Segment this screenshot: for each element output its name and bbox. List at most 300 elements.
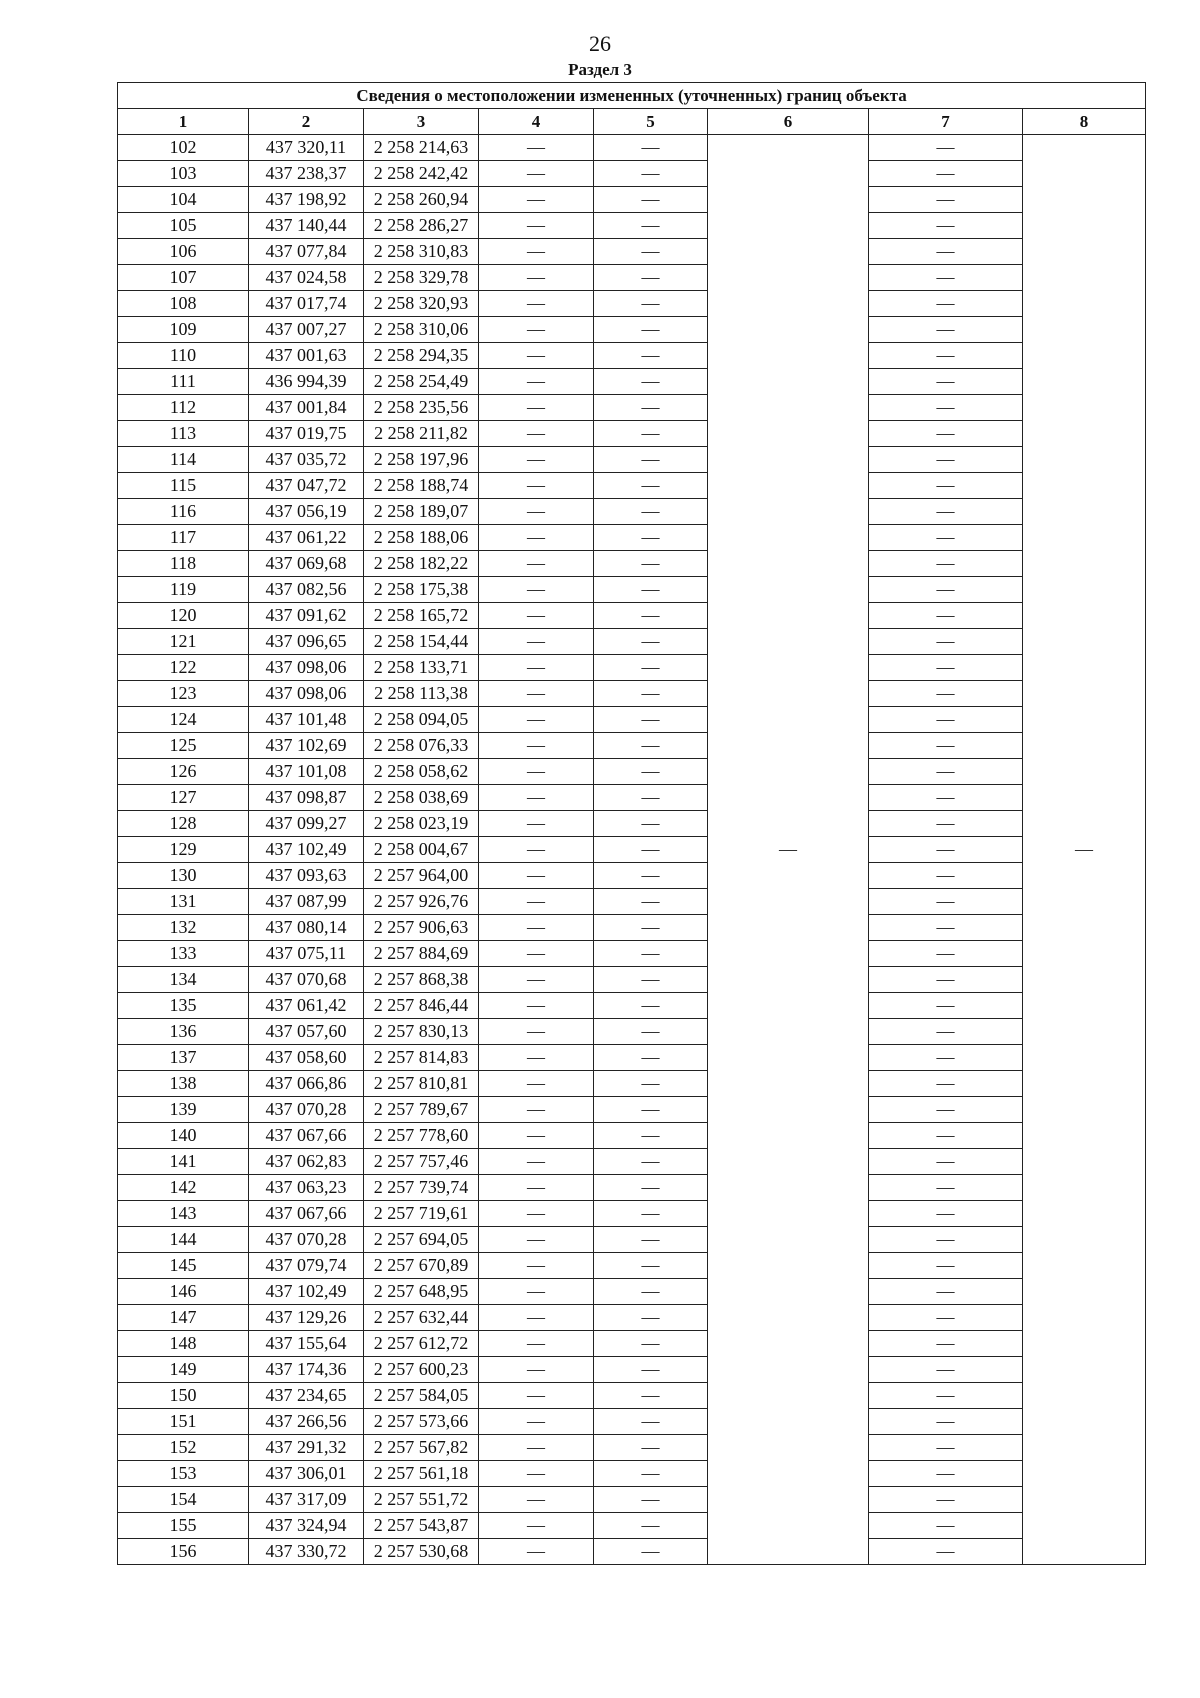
x-coordinate-cell: 437 035,72 (249, 447, 364, 473)
column-header: 6 (708, 109, 869, 135)
column-4-cell: — (479, 967, 594, 993)
point-number-cell: 151 (118, 1409, 249, 1435)
column-4-cell: — (479, 1357, 594, 1383)
point-number-cell: 114 (118, 447, 249, 473)
x-coordinate-cell: 437 198,92 (249, 187, 364, 213)
column-4-cell: — (479, 1461, 594, 1487)
column-4-cell: — (479, 1331, 594, 1357)
point-number-cell: 155 (118, 1513, 249, 1539)
point-number-cell: 150 (118, 1383, 249, 1409)
x-coordinate-cell: 437 102,49 (249, 1279, 364, 1305)
column-8-merged-cell: — (1023, 135, 1146, 1565)
column-4-cell: — (479, 291, 594, 317)
column-7-cell: — (869, 1513, 1023, 1539)
column-7-cell: — (869, 499, 1023, 525)
table-row (118, 1357, 1146, 1383)
x-coordinate-cell: 437 102,49 (249, 837, 364, 863)
table-row (118, 1201, 1146, 1227)
y-coordinate-cell: 2 258 058,62 (364, 759, 479, 785)
x-coordinate-cell: 437 330,72 (249, 1539, 364, 1565)
point-number-cell: 102 (118, 135, 249, 161)
column-5-cell: — (594, 525, 708, 551)
y-coordinate-cell: 2 257 868,38 (364, 967, 479, 993)
column-4-cell: — (479, 1539, 594, 1565)
y-coordinate-cell: 2 258 320,93 (364, 291, 479, 317)
table-row (118, 135, 1146, 161)
column-7-cell: — (869, 577, 1023, 603)
column-5-cell: — (594, 811, 708, 837)
column-7-cell: — (869, 1071, 1023, 1097)
column-4-cell: — (479, 395, 594, 421)
column-7-cell: — (869, 681, 1023, 707)
table-row (118, 213, 1146, 239)
column-4-cell: — (479, 1383, 594, 1409)
column-7-cell: — (869, 213, 1023, 239)
y-coordinate-cell: 2 258 294,35 (364, 343, 479, 369)
x-coordinate-cell: 437 066,86 (249, 1071, 364, 1097)
column-5-cell: — (594, 1045, 708, 1071)
column-5-cell: — (594, 1175, 708, 1201)
column-5-cell: — (594, 1305, 708, 1331)
y-coordinate-cell: 2 258 076,33 (364, 733, 479, 759)
column-5-cell: — (594, 1461, 708, 1487)
y-coordinate-cell: 2 258 310,83 (364, 239, 479, 265)
column-5-cell: — (594, 1279, 708, 1305)
column-5-cell: — (594, 577, 708, 603)
table-row (118, 785, 1146, 811)
table-caption: Сведения о местоположении измененных (уточненных) границ объекта (118, 83, 1146, 109)
point-number-cell: 132 (118, 915, 249, 941)
table-row (118, 1045, 1146, 1071)
y-coordinate-cell: 2 257 600,23 (364, 1357, 479, 1383)
y-coordinate-cell: 2 257 739,74 (364, 1175, 479, 1201)
point-number-cell: 110 (118, 343, 249, 369)
column-5-cell: — (594, 889, 708, 915)
table-row (118, 1097, 1146, 1123)
table-row (118, 239, 1146, 265)
column-4-cell: — (479, 681, 594, 707)
column-header: 2 (249, 109, 364, 135)
column-4-cell: — (479, 343, 594, 369)
table-row (118, 291, 1146, 317)
y-coordinate-cell: 2 257 964,00 (364, 863, 479, 889)
y-coordinate-cell: 2 258 286,27 (364, 213, 479, 239)
column-5-cell: — (594, 213, 708, 239)
column-7-cell: — (869, 603, 1023, 629)
column-5-cell: — (594, 161, 708, 187)
column-4-cell: — (479, 1513, 594, 1539)
column-5-cell: — (594, 291, 708, 317)
x-coordinate-cell: 436 994,39 (249, 369, 364, 395)
column-5-cell: — (594, 993, 708, 1019)
column-4-cell: — (479, 785, 594, 811)
table-row (118, 1331, 1146, 1357)
x-coordinate-cell: 437 291,32 (249, 1435, 364, 1461)
column-7-cell: — (869, 967, 1023, 993)
column-5-cell: — (594, 837, 708, 863)
x-coordinate-cell: 437 174,36 (249, 1357, 364, 1383)
table-row (118, 889, 1146, 915)
point-number-cell: 145 (118, 1253, 249, 1279)
x-coordinate-cell: 437 140,44 (249, 213, 364, 239)
x-coordinate-cell: 437 238,37 (249, 161, 364, 187)
x-coordinate-cell: 437 098,06 (249, 681, 364, 707)
column-5-cell: — (594, 1019, 708, 1045)
y-coordinate-cell: 2 257 884,69 (364, 941, 479, 967)
column-4-cell: — (479, 1123, 594, 1149)
point-number-cell: 146 (118, 1279, 249, 1305)
point-number-cell: 104 (118, 187, 249, 213)
x-coordinate-cell: 437 317,09 (249, 1487, 364, 1513)
column-5-cell: — (594, 1227, 708, 1253)
column-4-cell: — (479, 1253, 594, 1279)
column-5-cell: — (594, 681, 708, 707)
x-coordinate-cell: 437 082,56 (249, 577, 364, 603)
y-coordinate-cell: 2 258 182,22 (364, 551, 479, 577)
y-coordinate-cell: 2 258 188,74 (364, 473, 479, 499)
point-number-cell: 148 (118, 1331, 249, 1357)
column-7-cell: — (869, 655, 1023, 681)
x-coordinate-cell: 437 306,01 (249, 1461, 364, 1487)
column-7-cell: — (869, 1045, 1023, 1071)
column-5-cell: — (594, 473, 708, 499)
x-coordinate-cell: 437 099,27 (249, 811, 364, 837)
column-5-cell: — (594, 499, 708, 525)
table-row (118, 1253, 1146, 1279)
column-7-cell: — (869, 889, 1023, 915)
column-7-cell: — (869, 187, 1023, 213)
table-row (118, 1149, 1146, 1175)
point-number-cell: 131 (118, 889, 249, 915)
x-coordinate-cell: 437 062,83 (249, 1149, 364, 1175)
column-7-cell: — (869, 161, 1023, 187)
x-coordinate-cell: 437 057,60 (249, 1019, 364, 1045)
x-coordinate-cell: 437 024,58 (249, 265, 364, 291)
point-number-cell: 143 (118, 1201, 249, 1227)
point-number-cell: 126 (118, 759, 249, 785)
column-5-cell: — (594, 551, 708, 577)
table-row (118, 1539, 1146, 1565)
column-4-cell: — (479, 811, 594, 837)
table-row (118, 343, 1146, 369)
column-7-cell: — (869, 421, 1023, 447)
column-7-cell: — (869, 1539, 1023, 1565)
column-5-cell: — (594, 1383, 708, 1409)
table-row (118, 1513, 1146, 1539)
column-5-cell: — (594, 395, 708, 421)
y-coordinate-cell: 2 258 242,42 (364, 161, 479, 187)
column-4-cell: — (479, 369, 594, 395)
column-4-cell: — (479, 629, 594, 655)
table-row (118, 499, 1146, 525)
column-7-cell: — (869, 525, 1023, 551)
x-coordinate-cell: 437 155,64 (249, 1331, 364, 1357)
column-5-cell: — (594, 421, 708, 447)
column-5-cell: — (594, 343, 708, 369)
section-title: Раздел 3 (568, 60, 632, 79)
column-4-cell: — (479, 1279, 594, 1305)
column-6-merged-cell: — (708, 135, 869, 1565)
column-5-cell: — (594, 1253, 708, 1279)
column-4-cell: — (479, 1487, 594, 1513)
column-4-cell: — (479, 265, 594, 291)
column-4-cell: — (479, 863, 594, 889)
point-number-cell: 108 (118, 291, 249, 317)
column-5-cell: — (594, 1331, 708, 1357)
column-4-cell: — (479, 1305, 594, 1331)
point-number-cell: 122 (118, 655, 249, 681)
point-number-cell: 120 (118, 603, 249, 629)
column-7-cell: — (869, 863, 1023, 889)
y-coordinate-cell: 2 257 648,95 (364, 1279, 479, 1305)
y-coordinate-cell: 2 257 567,82 (364, 1435, 479, 1461)
column-5-cell: — (594, 759, 708, 785)
point-number-cell: 116 (118, 499, 249, 525)
table-row (118, 395, 1146, 421)
column-5-cell: — (594, 1409, 708, 1435)
column-5-cell: — (594, 1513, 708, 1539)
y-coordinate-cell: 2 257 757,46 (364, 1149, 479, 1175)
column-5-cell: — (594, 265, 708, 291)
x-coordinate-cell: 437 061,22 (249, 525, 364, 551)
y-coordinate-cell: 2 258 188,06 (364, 525, 479, 551)
table-row (118, 629, 1146, 655)
point-number-cell: 117 (118, 525, 249, 551)
table-row (118, 1305, 1146, 1331)
point-number-cell: 134 (118, 967, 249, 993)
table-row (118, 265, 1146, 291)
x-coordinate-cell: 437 058,60 (249, 1045, 364, 1071)
table-row (118, 811, 1146, 837)
column-4-cell: — (479, 135, 594, 161)
x-coordinate-cell: 437 063,23 (249, 1175, 364, 1201)
table-row (118, 1409, 1146, 1435)
y-coordinate-cell: 2 257 612,72 (364, 1331, 479, 1357)
table-row (118, 1227, 1146, 1253)
column-7-cell: — (869, 1175, 1023, 1201)
column-7-cell: — (869, 811, 1023, 837)
column-5-cell: — (594, 1071, 708, 1097)
column-4-cell: — (479, 1227, 594, 1253)
column-7-cell: — (869, 733, 1023, 759)
column-header: 1 (118, 109, 249, 135)
column-4-cell: — (479, 525, 594, 551)
column-7-cell: — (869, 1461, 1023, 1487)
x-coordinate-cell: 437 061,42 (249, 993, 364, 1019)
y-coordinate-cell: 2 258 175,38 (364, 577, 479, 603)
point-number-cell: 138 (118, 1071, 249, 1097)
table-row (118, 473, 1146, 499)
x-coordinate-cell: 437 070,68 (249, 967, 364, 993)
point-number-cell: 130 (118, 863, 249, 889)
column-4-cell: — (479, 473, 594, 499)
y-coordinate-cell: 2 258 113,38 (364, 681, 479, 707)
table-row (118, 1487, 1146, 1513)
column-header: 4 (479, 109, 594, 135)
table-row (118, 707, 1146, 733)
column-7-cell: — (869, 551, 1023, 577)
column-5-cell: — (594, 785, 708, 811)
y-coordinate-cell: 2 257 846,44 (364, 993, 479, 1019)
column-7-cell: — (869, 629, 1023, 655)
column-4-cell: — (479, 759, 594, 785)
y-coordinate-cell: 2 257 632,44 (364, 1305, 479, 1331)
point-number-cell: 147 (118, 1305, 249, 1331)
column-5-cell: — (594, 915, 708, 941)
table-row (118, 161, 1146, 187)
point-number-cell: 153 (118, 1461, 249, 1487)
column-4-cell: — (479, 577, 594, 603)
y-coordinate-cell: 2 258 214,63 (364, 135, 479, 161)
column-7-cell: — (869, 1279, 1023, 1305)
column-5-cell: — (594, 239, 708, 265)
point-number-cell: 140 (118, 1123, 249, 1149)
x-coordinate-cell: 437 101,48 (249, 707, 364, 733)
column-header: 3 (364, 109, 479, 135)
point-number-cell: 119 (118, 577, 249, 603)
column-7-cell: — (869, 1305, 1023, 1331)
table-row (118, 993, 1146, 1019)
x-coordinate-cell: 437 070,28 (249, 1097, 364, 1123)
y-coordinate-cell: 2 257 543,87 (364, 1513, 479, 1539)
column-4-cell: — (479, 1201, 594, 1227)
column-4-cell: — (479, 889, 594, 915)
point-number-cell: 139 (118, 1097, 249, 1123)
table-row (118, 967, 1146, 993)
column-4-cell: — (479, 317, 594, 343)
column-7-cell: — (869, 837, 1023, 863)
x-coordinate-cell: 437 096,65 (249, 629, 364, 655)
table-row (118, 317, 1146, 343)
y-coordinate-cell: 2 258 023,19 (364, 811, 479, 837)
point-number-cell: 141 (118, 1149, 249, 1175)
column-5-cell: — (594, 447, 708, 473)
x-coordinate-cell: 437 101,08 (249, 759, 364, 785)
y-coordinate-cell: 2 258 004,67 (364, 837, 479, 863)
y-coordinate-cell: 2 258 254,49 (364, 369, 479, 395)
table-row (118, 1175, 1146, 1201)
y-coordinate-cell: 2 257 830,13 (364, 1019, 479, 1045)
y-coordinate-cell: 2 257 926,76 (364, 889, 479, 915)
column-7-cell: — (869, 1097, 1023, 1123)
column-5-cell: — (594, 1201, 708, 1227)
column-4-cell: — (479, 239, 594, 265)
y-coordinate-cell: 2 258 235,56 (364, 395, 479, 421)
table-row (118, 1071, 1146, 1097)
column-5-cell: — (594, 967, 708, 993)
column-7-cell: — (869, 239, 1023, 265)
point-number-cell: 149 (118, 1357, 249, 1383)
point-number-cell: 109 (118, 317, 249, 343)
x-coordinate-cell: 437 087,99 (249, 889, 364, 915)
point-number-cell: 136 (118, 1019, 249, 1045)
column-5-cell: — (594, 707, 708, 733)
table-row (118, 1383, 1146, 1409)
y-coordinate-cell: 2 257 789,67 (364, 1097, 479, 1123)
column-4-cell: — (479, 1409, 594, 1435)
y-coordinate-cell: 2 257 530,68 (364, 1539, 479, 1565)
column-5-cell: — (594, 187, 708, 213)
point-number-cell: 156 (118, 1539, 249, 1565)
column-5-cell: — (594, 1435, 708, 1461)
column-4-cell: — (479, 1435, 594, 1461)
column-7-cell: — (869, 291, 1023, 317)
y-coordinate-cell: 2 258 154,44 (364, 629, 479, 655)
column-5-cell: — (594, 1123, 708, 1149)
column-4-cell: — (479, 915, 594, 941)
y-coordinate-cell: 2 258 038,69 (364, 785, 479, 811)
x-coordinate-cell: 437 234,65 (249, 1383, 364, 1409)
column-4-cell: — (479, 655, 594, 681)
point-number-cell: 135 (118, 993, 249, 1019)
y-coordinate-cell: 2 258 329,78 (364, 265, 479, 291)
column-4-cell: — (479, 941, 594, 967)
x-coordinate-cell: 437 007,27 (249, 317, 364, 343)
column-5-cell: — (594, 629, 708, 655)
y-coordinate-cell: 2 257 551,72 (364, 1487, 479, 1513)
column-4-cell: — (479, 733, 594, 759)
column-4-cell: — (479, 187, 594, 213)
table-caption-row (118, 83, 1146, 109)
column-4-cell: — (479, 1019, 594, 1045)
point-number-cell: 144 (118, 1227, 249, 1253)
column-5-cell: — (594, 369, 708, 395)
table-row (118, 1279, 1146, 1305)
column-4-cell: — (479, 499, 594, 525)
point-number-cell: 112 (118, 395, 249, 421)
column-7-cell: — (869, 915, 1023, 941)
column-5-cell: — (594, 1357, 708, 1383)
column-7-cell: — (869, 265, 1023, 291)
column-4-cell: — (479, 551, 594, 577)
column-7-cell: — (869, 343, 1023, 369)
x-coordinate-cell: 437 129,26 (249, 1305, 364, 1331)
column-4-cell: — (479, 837, 594, 863)
table-row (118, 525, 1146, 551)
column-4-cell: — (479, 993, 594, 1019)
y-coordinate-cell: 2 258 165,72 (364, 603, 479, 629)
column-7-cell: — (869, 395, 1023, 421)
x-coordinate-cell: 437 075,11 (249, 941, 364, 967)
column-7-cell: — (869, 1357, 1023, 1383)
table-row (118, 941, 1146, 967)
point-number-cell: 127 (118, 785, 249, 811)
point-number-cell: 137 (118, 1045, 249, 1071)
table-body (118, 135, 1146, 1565)
point-number-cell: 115 (118, 473, 249, 499)
page-number: 26 (589, 31, 611, 56)
column-7-cell: — (869, 707, 1023, 733)
x-coordinate-cell: 437 067,66 (249, 1201, 364, 1227)
table-row (118, 733, 1146, 759)
table-row (118, 603, 1146, 629)
y-coordinate-cell: 2 258 260,94 (364, 187, 479, 213)
y-coordinate-cell: 2 257 561,18 (364, 1461, 479, 1487)
x-coordinate-cell: 437 098,87 (249, 785, 364, 811)
column-4-cell: — (479, 1045, 594, 1071)
point-number-cell: 123 (118, 681, 249, 707)
column-7-cell: — (869, 1487, 1023, 1513)
point-number-cell: 113 (118, 421, 249, 447)
x-coordinate-cell: 437 091,62 (249, 603, 364, 629)
column-5-cell: — (594, 1487, 708, 1513)
table-row (118, 655, 1146, 681)
column-5-cell: — (594, 733, 708, 759)
column-4-cell: — (479, 213, 594, 239)
column-4-cell: — (479, 1175, 594, 1201)
column-header: 5 (594, 109, 708, 135)
column-5-cell: — (594, 1149, 708, 1175)
